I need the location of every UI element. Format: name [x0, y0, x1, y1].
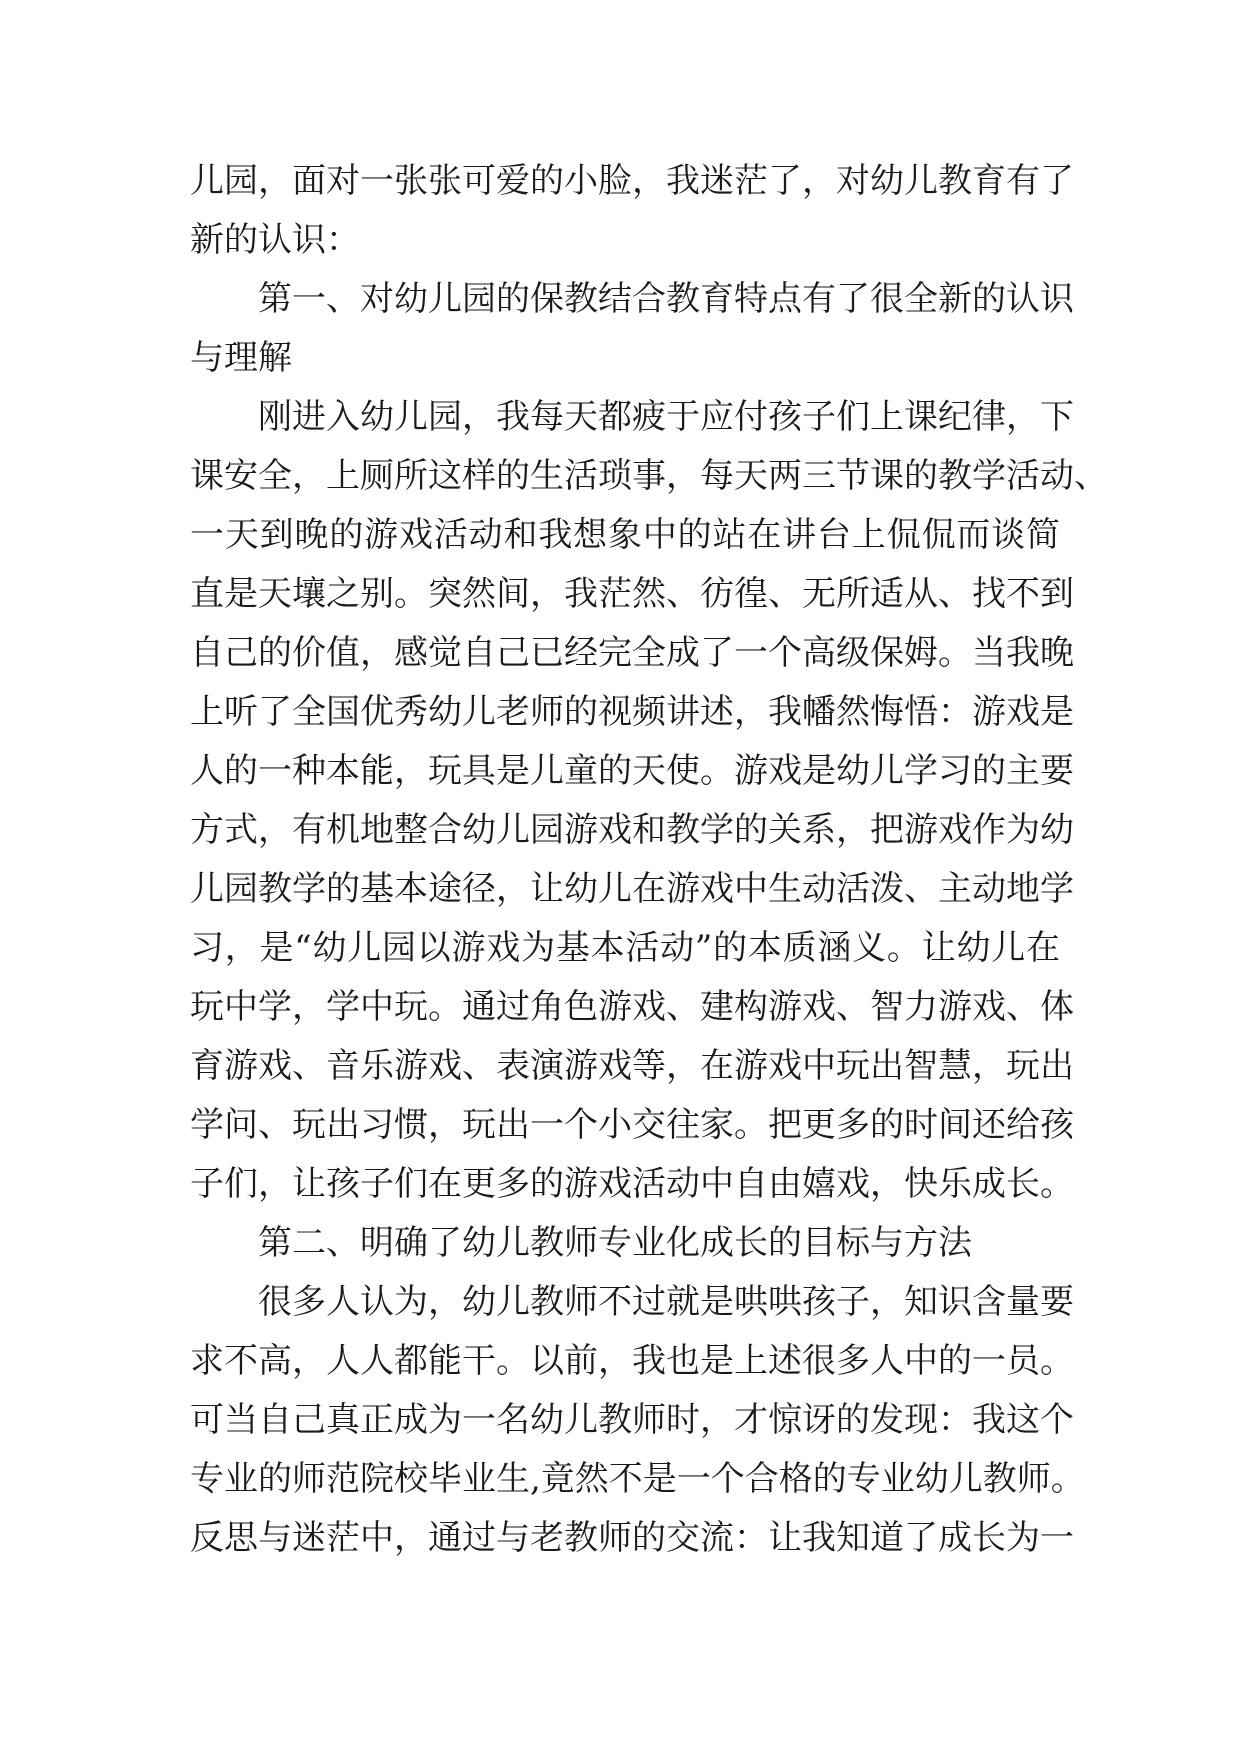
text-line: 直是天壤之别。突然间，我茫然、彷徨、无所适从、找不到: [190, 574, 1074, 614]
text-line: 人的一种本能，玩具是儿童的天使。游戏是幼儿学习的主要: [190, 751, 1074, 791]
text-line: 反思与迷茫中，通过与老教师的交流：让我知道了成长为一: [190, 1518, 1074, 1558]
text-line: 新的认识：: [190, 220, 360, 260]
text-line: 第二、明确了幼儿教师专业化成长的目标与方法: [258, 1223, 972, 1263]
text-line: 第一、对幼儿园的保教结合教育特点有了很全新的认识: [258, 279, 1074, 319]
text-line: 刚进入幼儿园，我每天都疲于应付孩子们上课纪律，下: [258, 397, 1074, 437]
text-line: 玩中学，学中玩。通过角色游戏、建构游戏、智力游戏、体: [190, 987, 1074, 1027]
text-line: 上听了全国优秀幼儿老师的视频讲述，我幡然悔悟：游戏是: [190, 692, 1074, 732]
text-line: 子们，让孩子们在更多的游戏活动中自由嬉戏，快乐成长。: [190, 1164, 1074, 1204]
text-line: 课安全，上厕所这样的生活琐事，每天两三节课的教学活动、: [190, 456, 1108, 496]
document-body: [190, 152, 1108, 1568]
text-line: 学问、玩出习惯，玩出一个小交往家。把更多的时间还给孩: [190, 1105, 1074, 1145]
text-line: 与理解: [190, 338, 292, 378]
text-line: 很多人认为，幼儿教师不过就是哄哄孩子，知识含量要: [258, 1282, 1074, 1322]
text-line: 育游戏、音乐游戏、表演游戏等，在游戏中玩出智慧，玩出: [190, 1046, 1074, 1086]
text-line: 可当自己真正成为一名幼儿教师时，才惊讶的发现：我这个: [190, 1400, 1074, 1440]
text-line: 儿园教学的基本途径，让幼儿在游戏中生动活泼、主动地学: [190, 869, 1074, 909]
text-line: 习，是“幼儿园以游戏为基本活动”的本质涵义。让幼儿在: [190, 928, 1060, 968]
text-line: 儿园，面对一张张可爱的小脸，我迷茫了，对幼儿教育有了: [190, 161, 1074, 201]
text-line: 自己的价值，感觉自己已经完全成了一个高级保姆。当我晚: [190, 633, 1074, 673]
text-line: 方式，有机地整合幼儿园游戏和教学的关系，把游戏作为幼: [190, 810, 1074, 850]
text-line: 专业的师范院校毕业生,竟然不是一个合格的专业幼儿教师。: [190, 1459, 1085, 1499]
text-line: 一天到晚的游戏活动和我想象中的站在讲台上侃侃而谈简: [190, 515, 1060, 555]
text-line: 求不高，人人都能干。以前，我也是上述很多人中的一员。: [190, 1341, 1074, 1381]
